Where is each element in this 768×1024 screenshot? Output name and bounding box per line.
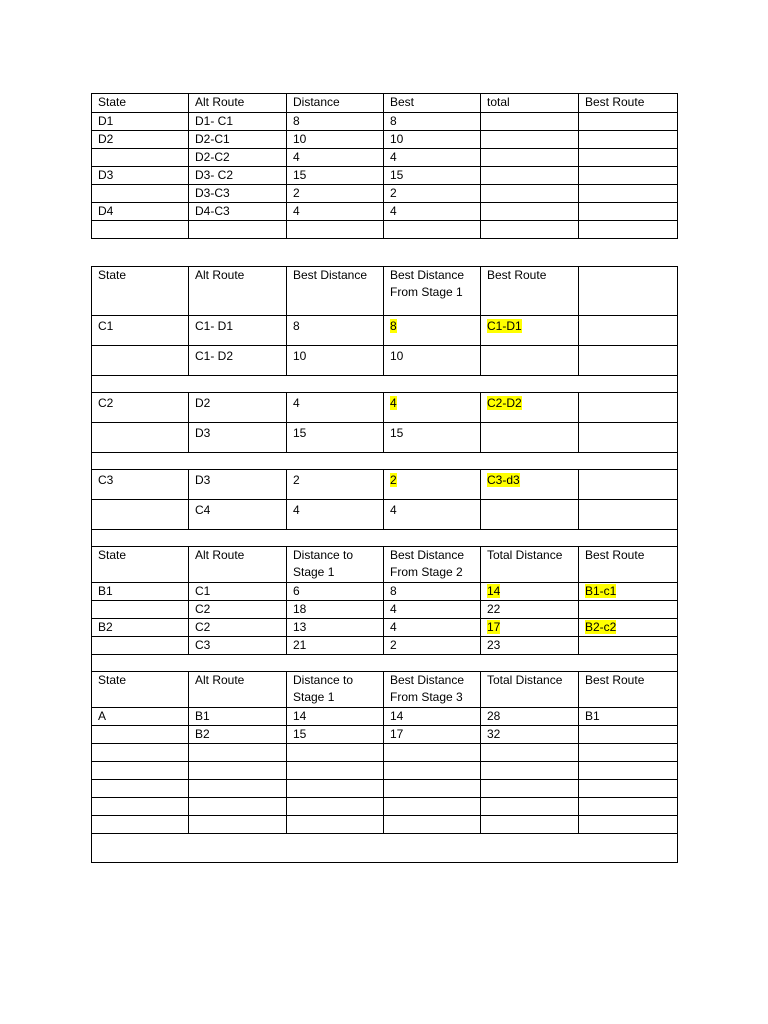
table-cell: D3-C3	[189, 185, 287, 203]
table-cell	[579, 583, 678, 601]
table-cell: D4	[92, 203, 189, 221]
empty-cell	[384, 762, 481, 780]
empty-cell	[189, 780, 287, 798]
spacer-row	[92, 530, 678, 547]
table-cell	[189, 221, 287, 239]
header-cell: Total Distance	[481, 547, 579, 583]
empty-cell	[579, 816, 678, 834]
table-cell	[579, 167, 678, 185]
table-cell: 2	[287, 185, 384, 203]
table-cell	[579, 393, 678, 423]
header-cell: Best Distance From Stage 3	[384, 672, 481, 708]
header-cell: Distance	[287, 94, 384, 113]
table-cell	[579, 500, 678, 530]
table-row	[92, 470, 678, 500]
table-cell: B1	[189, 708, 287, 726]
empty-cell	[579, 453, 678, 470]
table-cell: C3	[189, 637, 287, 655]
header-cell: Distance to Stage 1	[287, 672, 384, 708]
table-cell: 8	[384, 583, 481, 601]
empty-cell	[189, 453, 287, 470]
empty-cell	[481, 762, 579, 780]
table-row	[92, 637, 678, 655]
table-cell	[579, 470, 678, 500]
header-cell: State	[92, 267, 189, 316]
table-cell: 10	[287, 131, 384, 149]
table-cell: D2-C1	[189, 131, 287, 149]
table-row	[92, 113, 678, 131]
table-cell	[481, 131, 579, 149]
empty-cell	[287, 453, 384, 470]
table-cell	[481, 583, 579, 601]
empty-cell	[287, 780, 384, 798]
table-row	[92, 583, 678, 601]
table-cell: C1- D2	[189, 346, 287, 376]
table-cell	[481, 221, 579, 239]
header-cell: Alt Route	[189, 672, 287, 708]
table-cell: 15	[384, 423, 481, 453]
table-cell	[481, 185, 579, 203]
table-cell: 4	[384, 203, 481, 221]
table-cell: 2	[287, 470, 384, 500]
table-cell: B1	[92, 583, 189, 601]
header-cell: Best Route	[481, 267, 579, 316]
empty-cell	[384, 780, 481, 798]
header-cell: Distance to Stage 1	[287, 547, 384, 583]
spacer-row	[92, 655, 678, 672]
header-cell: Alt Route	[189, 267, 287, 316]
table-cell: 4	[287, 149, 384, 167]
header-cell: Alt Route	[189, 547, 287, 583]
table-cell: 15	[287, 726, 384, 744]
header-cell: State	[92, 94, 189, 113]
table-cell	[92, 346, 189, 376]
table-cell: 28	[481, 708, 579, 726]
stage-d-table	[91, 93, 678, 239]
empty-cell	[189, 376, 287, 393]
header-cell	[579, 267, 678, 316]
table-cell	[481, 423, 579, 453]
table-row	[92, 167, 678, 185]
empty-cell	[481, 816, 579, 834]
table-cell	[384, 393, 481, 423]
table-cell: 8	[287, 113, 384, 131]
header-cell: Best Distance	[287, 267, 384, 316]
table-row	[92, 762, 678, 780]
table-cell	[384, 316, 481, 346]
table-header-row	[92, 267, 678, 316]
table-row	[92, 203, 678, 221]
table-cell	[481, 500, 579, 530]
table-row	[92, 619, 678, 637]
table-cell: 32	[481, 726, 579, 744]
table-cell	[481, 113, 579, 131]
empty-cell	[384, 655, 481, 672]
empty-cell	[481, 453, 579, 470]
empty-cell	[92, 798, 189, 816]
table-cell	[579, 601, 678, 619]
table-cell	[481, 167, 579, 185]
table-header-row	[92, 672, 678, 708]
table-cell: 6	[287, 583, 384, 601]
table-cell: 23	[481, 637, 579, 655]
empty-cell	[189, 762, 287, 780]
highlighted-route: C1-D1	[487, 319, 522, 333]
table-cell: B1	[579, 708, 678, 726]
table-cell	[92, 500, 189, 530]
table-cell: 13	[287, 619, 384, 637]
table-cell	[579, 726, 678, 744]
table-cell	[579, 113, 678, 131]
empty-cell	[189, 816, 287, 834]
table-cell	[481, 619, 579, 637]
table-cell	[92, 601, 189, 619]
table-row	[92, 726, 678, 744]
table-cell: 10	[384, 346, 481, 376]
empty-cell	[92, 834, 189, 863]
table-cell	[92, 149, 189, 167]
table-row	[92, 149, 678, 167]
table-header-row	[92, 94, 678, 113]
highlighted-route: B1-c1	[585, 584, 617, 598]
spacer-row	[92, 376, 678, 393]
empty-cell	[92, 530, 189, 547]
table-cell: 21	[287, 637, 384, 655]
table-cell: A	[92, 708, 189, 726]
table-cell	[384, 221, 481, 239]
empty-cell	[579, 744, 678, 762]
spacer-row	[92, 834, 678, 863]
table-row	[92, 316, 678, 346]
table-cell	[579, 131, 678, 149]
table-row	[92, 346, 678, 376]
table-cell: 15	[287, 423, 384, 453]
table-cell: 4	[384, 500, 481, 530]
table-cell	[92, 185, 189, 203]
table-cell: C4	[189, 500, 287, 530]
table-cell: 22	[481, 601, 579, 619]
table-cell: C1	[92, 316, 189, 346]
table-cell	[92, 726, 189, 744]
empty-cell	[287, 762, 384, 780]
table-row	[92, 708, 678, 726]
table-cell	[579, 221, 678, 239]
empty-cell	[92, 762, 189, 780]
table-cell	[579, 149, 678, 167]
table-cell: D3	[189, 423, 287, 453]
table-cell: D2	[92, 131, 189, 149]
empty-cell	[579, 780, 678, 798]
stage-c-b-a-table	[91, 266, 678, 863]
table-cell	[579, 185, 678, 203]
header-cell: Best Route	[579, 94, 678, 113]
empty-cell	[481, 530, 579, 547]
table-cell	[579, 316, 678, 346]
highlighted-value: 2	[390, 473, 397, 487]
table-cell	[384, 470, 481, 500]
table-cell: C1- D1	[189, 316, 287, 346]
empty-cell	[384, 816, 481, 834]
highlighted-value: 4	[390, 396, 397, 410]
table-cell: C2	[189, 619, 287, 637]
empty-cell	[189, 530, 287, 547]
table-cell: 2	[384, 185, 481, 203]
empty-cell	[92, 453, 189, 470]
empty-cell	[287, 376, 384, 393]
empty-cell	[287, 834, 384, 863]
table-cell: 17	[384, 726, 481, 744]
table-cell: D3	[189, 470, 287, 500]
header-cell: Total Distance	[481, 672, 579, 708]
table-header-row	[92, 547, 678, 583]
header-cell: State	[92, 547, 189, 583]
table-row	[92, 131, 678, 149]
table-cell: B2	[189, 726, 287, 744]
table-cell	[481, 149, 579, 167]
table-cell: D1	[92, 113, 189, 131]
empty-cell	[481, 780, 579, 798]
header-cell: Best	[384, 94, 481, 113]
table-cell: D3	[92, 167, 189, 185]
table-cell	[481, 346, 579, 376]
table-cell	[481, 393, 579, 423]
empty-cell	[287, 530, 384, 547]
highlighted-route: C2-D2	[487, 396, 522, 410]
table-cell	[481, 316, 579, 346]
table-row	[92, 816, 678, 834]
table-cell	[579, 203, 678, 221]
header-cell: State	[92, 672, 189, 708]
table-cell: 8	[287, 316, 384, 346]
table-cell: B2	[92, 619, 189, 637]
empty-cell	[287, 816, 384, 834]
table-cell	[92, 637, 189, 655]
table-row	[92, 393, 678, 423]
table-cell: 14	[384, 708, 481, 726]
header-cell: Best Distance From Stage 1	[384, 267, 481, 316]
empty-cell	[189, 834, 287, 863]
table-row	[92, 780, 678, 798]
table-row	[92, 798, 678, 816]
table-cell: C2	[189, 601, 287, 619]
empty-cell	[481, 798, 579, 816]
header-cell: Best Route	[579, 547, 678, 583]
empty-cell	[92, 376, 189, 393]
empty-cell	[189, 655, 287, 672]
empty-cell	[384, 453, 481, 470]
empty-cell	[92, 744, 189, 762]
empty-cell	[287, 655, 384, 672]
table-cell: 8	[384, 113, 481, 131]
highlighted-value: 8	[390, 319, 397, 333]
empty-cell	[579, 376, 678, 393]
header-cell: Best Distance From Stage 2	[384, 547, 481, 583]
header-cell: total	[481, 94, 579, 113]
empty-cell	[384, 834, 481, 863]
table-row	[92, 601, 678, 619]
table-cell	[92, 221, 189, 239]
table-cell	[579, 423, 678, 453]
table-cell: 4	[287, 393, 384, 423]
empty-cell	[384, 376, 481, 393]
table-cell: 14	[287, 708, 384, 726]
empty-cell	[579, 530, 678, 547]
table-cell: D2	[189, 393, 287, 423]
table-row	[92, 500, 678, 530]
table-cell: D1- C1	[189, 113, 287, 131]
empty-cell	[189, 744, 287, 762]
table-cell: C2	[92, 393, 189, 423]
table-cell: 10	[384, 131, 481, 149]
table-row	[92, 185, 678, 203]
table-cell: 4	[384, 601, 481, 619]
empty-cell	[481, 744, 579, 762]
table-cell: D4-C3	[189, 203, 287, 221]
empty-cell	[579, 655, 678, 672]
table-cell: 18	[287, 601, 384, 619]
empty-cell	[384, 530, 481, 547]
table-cell	[579, 637, 678, 655]
highlighted-route: C3-d3	[487, 473, 520, 487]
empty-cell	[384, 744, 481, 762]
table-cell: 4	[287, 203, 384, 221]
empty-cell	[92, 816, 189, 834]
empty-cell	[579, 798, 678, 816]
table-cell	[287, 221, 384, 239]
table-cell: D2-C2	[189, 149, 287, 167]
table-row	[92, 423, 678, 453]
empty-cell	[579, 834, 678, 863]
table-row	[92, 744, 678, 762]
table-cell	[92, 423, 189, 453]
empty-cell	[481, 655, 579, 672]
header-cell: Best Route	[579, 672, 678, 708]
table-cell: 4	[287, 500, 384, 530]
table-cell	[579, 619, 678, 637]
header-cell: Alt Route	[189, 94, 287, 113]
empty-cell	[481, 834, 579, 863]
table-row	[92, 221, 678, 239]
table-cell: 15	[384, 167, 481, 185]
table-cell	[481, 470, 579, 500]
table-cell: 4	[384, 619, 481, 637]
empty-cell	[481, 376, 579, 393]
empty-cell	[189, 798, 287, 816]
table-cell: 4	[384, 149, 481, 167]
empty-cell	[579, 762, 678, 780]
empty-cell	[287, 744, 384, 762]
table-cell	[579, 346, 678, 376]
empty-cell	[92, 780, 189, 798]
highlighted-total: 17	[487, 620, 501, 634]
empty-cell	[92, 655, 189, 672]
table-cell: 10	[287, 346, 384, 376]
table-cell: D3- C2	[189, 167, 287, 185]
table-cell: C3	[92, 470, 189, 500]
table-cell: C1	[189, 583, 287, 601]
empty-cell	[384, 798, 481, 816]
empty-cell	[287, 798, 384, 816]
highlighted-total: 14	[487, 584, 501, 598]
highlighted-route: B2-c2	[585, 620, 617, 634]
table-cell: 15	[287, 167, 384, 185]
spacer-row	[92, 453, 678, 470]
table-cell	[481, 203, 579, 221]
table-cell: 2	[384, 637, 481, 655]
